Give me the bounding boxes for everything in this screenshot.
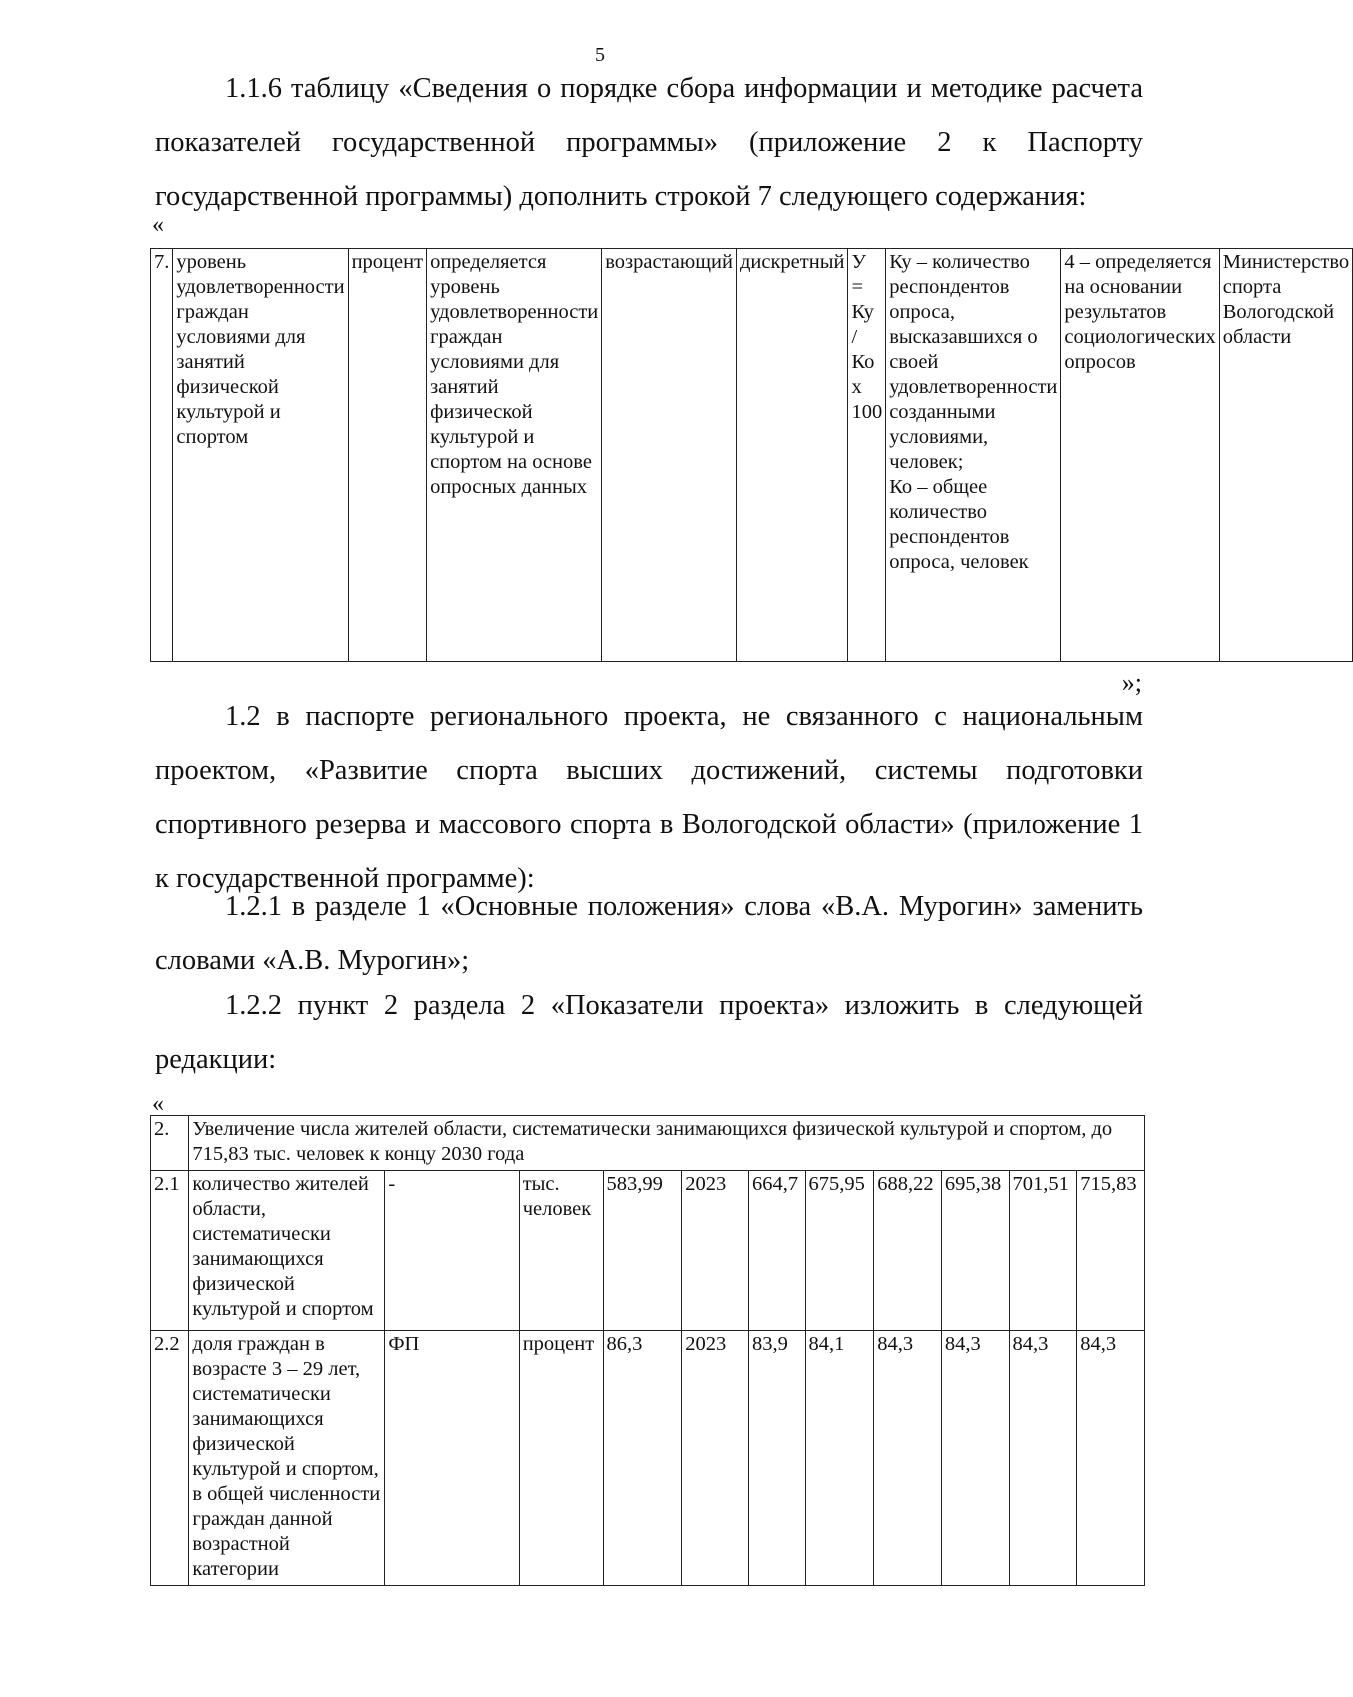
value-4: 84,3 bbox=[941, 1331, 1009, 1586]
unit: процент bbox=[348, 249, 426, 662]
paragraph-1-1-6: 1.1.6 таблицу «Сведения о порядке сбора информации и методике расчета показателей государственной программы» (приложение 2 к Паспорту государственной программы) дополнить строкой 7 следующего содержания: bbox=[155, 73, 1143, 212]
unit: процент bbox=[519, 1331, 603, 1586]
paragraph-1-2-1: 1.2.1 в разделе 1 «Основные положения» слова «В.А. Мурогин» заменить словами «А.В. Мурогин»; bbox=[155, 891, 1143, 976]
table-row bbox=[151, 249, 1353, 662]
table-project-indicators bbox=[150, 1115, 1145, 1586]
row-number: 7. bbox=[151, 249, 173, 662]
level: - bbox=[385, 1171, 519, 1331]
value-4: 695,38 bbox=[941, 1171, 1009, 1331]
responsible: Министерство спорта Вологодской области bbox=[1219, 249, 1352, 662]
unit: тыс. человек bbox=[519, 1171, 603, 1331]
paragraph-1-2-2: 1.2.2 пункт 2 раздела 2 «Показатели проекта» изложить в следующей редакции: bbox=[155, 990, 1143, 1075]
closing-quote: »; bbox=[1121, 668, 1142, 697]
value-5: 701,51 bbox=[1009, 1171, 1077, 1331]
value-3: 84,3 bbox=[874, 1331, 942, 1586]
definition: определяется уровень удовлетворенности граждан условиями для занятий физической культурой и спортом на основе опросных данных bbox=[427, 249, 602, 662]
opening-quote: « bbox=[152, 1091, 164, 1117]
indicator-type: дискретный bbox=[736, 249, 847, 662]
base-year: 2023 bbox=[682, 1171, 749, 1331]
variables bbox=[886, 249, 1061, 662]
value-6: 715,83 bbox=[1077, 1171, 1145, 1331]
collection-method: 4 – определяется на основании результатов социологических опросов bbox=[1061, 249, 1219, 662]
value-5: 84,3 bbox=[1009, 1331, 1077, 1586]
table-indicator-7 bbox=[150, 248, 1353, 662]
row-number: 2.1 bbox=[151, 1171, 189, 1331]
level: ФП bbox=[385, 1331, 519, 1586]
indicator-name: уровень удовлетворенности граждан условиями для занятий физической культурой и спортом bbox=[173, 249, 348, 662]
base-value: 86,3 bbox=[603, 1331, 682, 1586]
dynamics: возрастающий bbox=[602, 249, 737, 662]
value-3: 688,22 bbox=[874, 1171, 942, 1331]
row-number: 2.2 bbox=[151, 1331, 189, 1586]
paragraph-1-2: 1.2 в паспорте регионального проекта, не связанного с национальным проектом, «Развитие спорта высших достижений, системы подготовки спортивного резерва и массового спорта в Вологодской области» (приложение 1 к государственной программе): bbox=[155, 701, 1143, 894]
header-text: Увеличение числа жителей области, систематически занимающихся физической культурой и спортом, до 715,83 тыс. человек к концу 2030 года bbox=[189, 1116, 1145, 1171]
value-1: 664,7 bbox=[748, 1171, 805, 1331]
base-year: 2023 bbox=[682, 1331, 749, 1586]
table-header-row bbox=[151, 1116, 1145, 1171]
page-number: 5 bbox=[595, 44, 605, 66]
header-number: 2. bbox=[151, 1116, 189, 1171]
value-6: 84,3 bbox=[1077, 1331, 1145, 1586]
value-1: 83,9 bbox=[748, 1331, 805, 1586]
indicator-name: количество жителей области, систематически занимающихся физической культурой и спортом bbox=[189, 1171, 385, 1331]
indicator-name: доля граждан в возрасте 3 – 29 лет, систематически занимающихся физической культурой и спортом, в общей численности граждан данной возрастной категории bbox=[189, 1331, 385, 1586]
base-value: 583,99 bbox=[603, 1171, 682, 1331]
formula: У = Ку / Ко х 100 bbox=[848, 249, 886, 662]
variable-ko: Ко – общее количество респондентов опроса, человек bbox=[889, 476, 1029, 573]
table-row bbox=[151, 1331, 1145, 1586]
value-2: 675,95 bbox=[805, 1171, 874, 1331]
variable-ku: Ку – количество респондентов опроса, высказавшихся о своей удовлетворенности созданными условиями, человек; bbox=[889, 251, 1058, 473]
table-row bbox=[151, 1171, 1145, 1331]
value-2: 84,1 bbox=[805, 1331, 874, 1586]
opening-quote: « bbox=[152, 212, 164, 238]
